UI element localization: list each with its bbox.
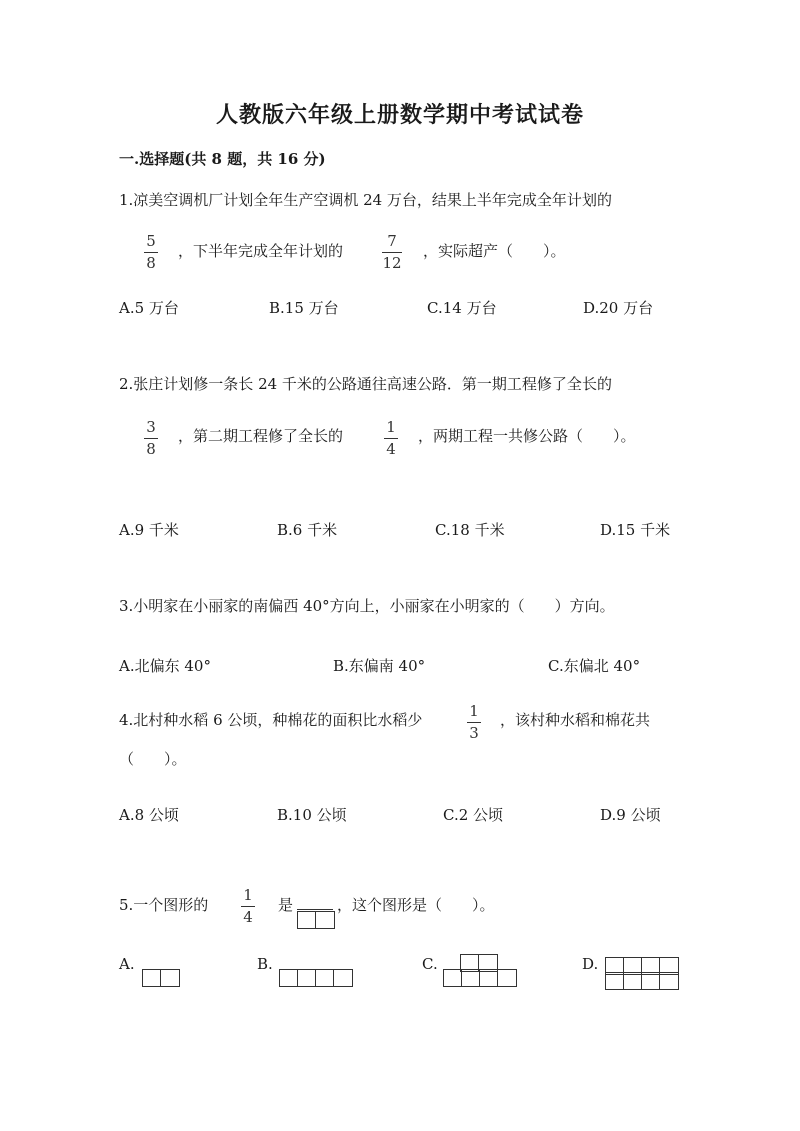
grid-cell — [660, 973, 678, 989]
grid-cell — [280, 970, 298, 986]
grid-cell — [480, 970, 498, 986]
grid-cell — [316, 970, 334, 986]
section-heading: 一.选择题(共 8 题，共 16 分) — [119, 150, 326, 168]
fraction-bar — [382, 252, 402, 253]
q5-option-b-figure[interactable] — [279, 969, 353, 987]
grid-cell — [143, 970, 161, 986]
grid-cell — [624, 973, 642, 989]
fraction-denominator: 8 — [146, 254, 156, 272]
q5-text-mid: 是 — [278, 896, 294, 914]
q5-option-b[interactable]: B. — [257, 955, 273, 973]
fraction-numerator: 1 — [386, 418, 396, 436]
given-figure-2-squares — [297, 911, 335, 929]
grid-cell — [334, 970, 352, 986]
fraction-bar — [241, 906, 255, 907]
fraction-bar — [144, 438, 158, 439]
q4-text-line2: （ ）。 — [119, 750, 187, 768]
figure-bottom-row — [605, 972, 679, 990]
q5-option-a[interactable]: A. — [119, 955, 135, 973]
fraction-numerator: 7 — [387, 232, 397, 250]
q2-text-line1: 2.张庄计划修一条长 24 千米的公路通往高速公路．第一期工程修了全长的 — [119, 375, 612, 393]
q5-fraction-1 — [241, 888, 255, 925]
q2-fraction-1 — [144, 420, 158, 457]
q2-option-a[interactable]: A.9 千米 — [119, 521, 179, 539]
fraction-numerator: 1 — [243, 886, 253, 904]
fraction-bar — [467, 722, 481, 723]
q2-fraction-2 — [384, 420, 398, 457]
grid-cell — [298, 912, 316, 928]
q3-option-c[interactable]: C.东偏北 40° — [548, 657, 641, 675]
q4-option-c[interactable]: C.2 公顷 — [443, 806, 504, 824]
q2-text-mid: ，第二期工程修了全长的 — [178, 427, 344, 445]
grid-cell — [642, 973, 660, 989]
q5-option-a-figure[interactable] — [142, 969, 180, 987]
q5-option-c[interactable]: C. — [422, 955, 438, 973]
q1-fraction-1 — [144, 234, 158, 271]
fraction-numerator: 5 — [146, 232, 156, 250]
fraction-numerator: 3 — [146, 418, 156, 436]
q1-fraction-2 — [382, 234, 402, 271]
answer-blank-underline — [297, 909, 333, 910]
q1-text-mid: ，下半年完成全年计划的 — [178, 242, 344, 260]
q5-text-start: 5.一个图形的 — [119, 896, 209, 914]
fraction-denominator: 3 — [469, 724, 479, 742]
fraction-denominator: 8 — [146, 440, 156, 458]
q1-option-a[interactable]: A.5 万台 — [119, 299, 179, 317]
q1-text-line1: 1.凉美空调机厂计划全年生产空调机 24 万台，结果上半年完成全年计划的 — [119, 191, 612, 209]
q4-text-end: ，该村种水稻和棉花共 — [500, 711, 651, 729]
grid-cell — [316, 912, 334, 928]
fraction-numerator: 1 — [469, 702, 479, 720]
q2-option-b[interactable]: B.6 千米 — [277, 521, 338, 539]
q1-option-c[interactable]: C.14 万台 — [427, 299, 497, 317]
q1-option-d[interactable]: D.20 万台 — [583, 299, 654, 317]
q4-option-b[interactable]: B.10 公顷 — [277, 806, 347, 824]
fraction-denominator: 12 — [382, 254, 402, 272]
q3-option-b[interactable]: B.东偏南 40° — [333, 657, 426, 675]
q3-text-line1: 3.小明家在小丽家的南偏西 40°方向上，小丽家在小明家的（ ）方向。 — [119, 597, 615, 615]
fraction-denominator: 4 — [386, 440, 396, 458]
q4-option-a[interactable]: A.8 公顷 — [119, 806, 179, 824]
q4-fraction-1 — [467, 704, 481, 741]
q5-text-end: ，这个图形是（ ）。 — [337, 896, 495, 914]
grid-cell — [606, 973, 624, 989]
grid-cell — [161, 970, 179, 986]
figure-bottom-row — [443, 969, 517, 987]
grid-cell — [462, 970, 480, 986]
grid-cell — [444, 970, 462, 986]
q4-option-d[interactable]: D.9 公顷 — [600, 806, 661, 824]
page-title: 人教版六年级上册数学期中考试试卷 — [215, 102, 584, 128]
fraction-denominator: 4 — [243, 908, 253, 926]
q3-option-a[interactable]: A.北偏东 40° — [119, 657, 211, 675]
q1-option-b[interactable]: B.15 万台 — [269, 299, 339, 317]
grid-cell — [298, 970, 316, 986]
q2-option-c[interactable]: C.18 千米 — [435, 521, 505, 539]
fraction-bar — [384, 438, 398, 439]
q1-text-end: ，实际超产（ ）。 — [423, 242, 566, 260]
q4-text-line1: 4.北村种水稻 6 公顷，种棉花的面积比水稻少 — [119, 711, 423, 729]
grid-cell — [498, 970, 516, 986]
q2-text-end: ，两期工程一共修公路（ ）。 — [418, 427, 636, 445]
fraction-bar — [144, 252, 158, 253]
q5-option-d[interactable]: D. — [582, 955, 599, 973]
q2-option-d[interactable]: D.15 千米 — [600, 521, 671, 539]
